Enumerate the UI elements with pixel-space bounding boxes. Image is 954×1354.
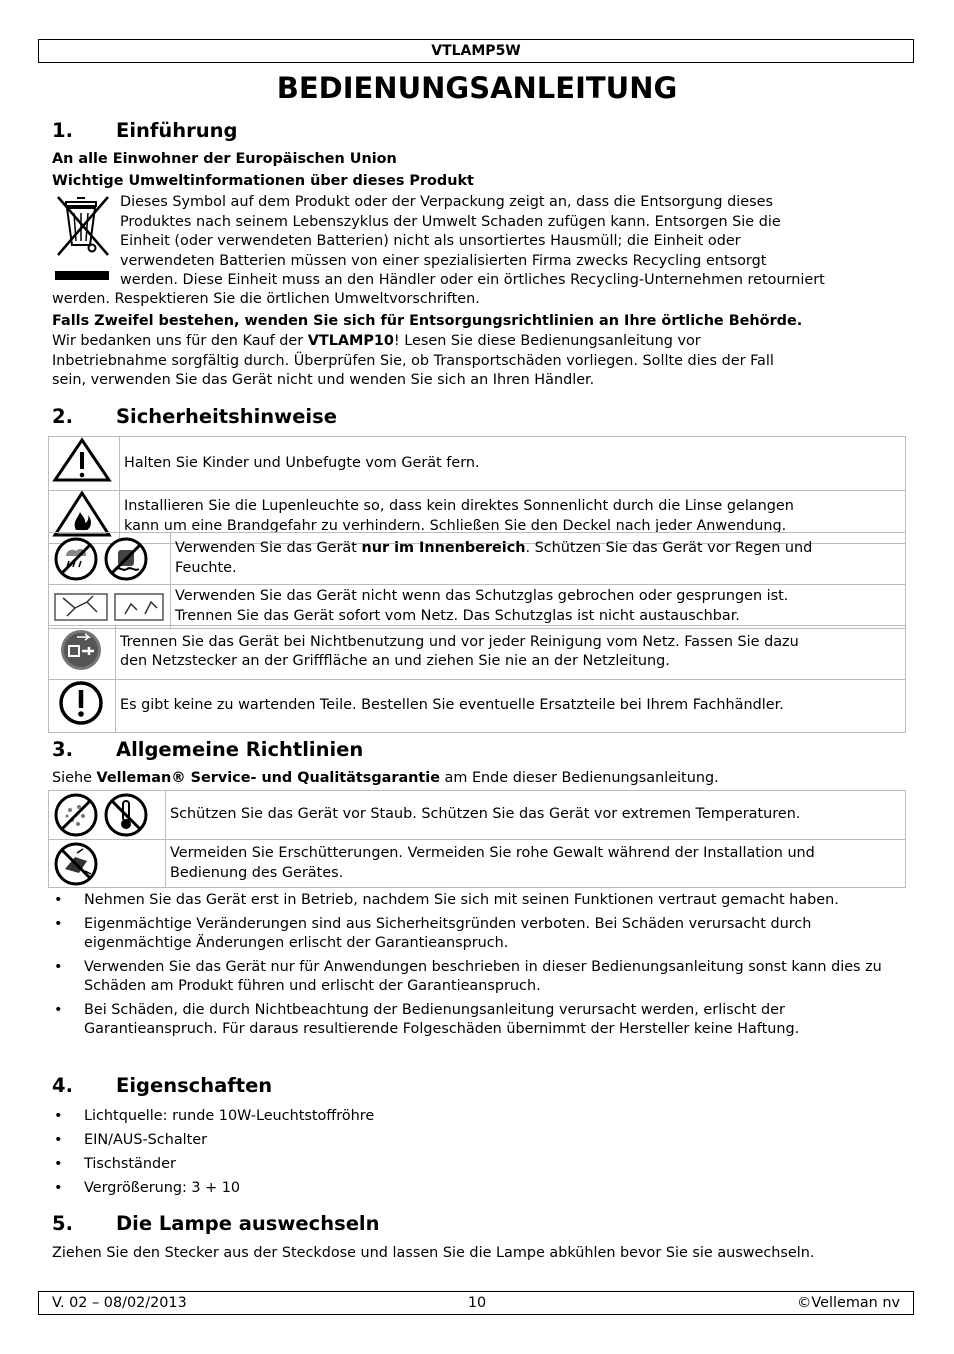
guidelines-table bbox=[48, 790, 906, 888]
list-item: • Tischständer bbox=[52, 1155, 912, 1175]
list-item: • EIN/AUS-Schalter bbox=[52, 1131, 912, 1151]
page-title: BEDIENUNGSANLEITUNG bbox=[276, 71, 678, 105]
guideline-text: Schützen Sie das Gerät vor Staub. Schützen Sie das Gerät vor extremen Temperaturen. bbox=[166, 791, 906, 840]
section-4-heading bbox=[52, 1074, 272, 1098]
text-line: Trennen Sie das Gerät sofort vom Netz. Das Schutzglas ist nicht austauschbar. bbox=[175, 607, 740, 624]
text-bold: Velleman® Service- und Qualitätsgarantie bbox=[96, 770, 440, 786]
section-5-heading bbox=[52, 1212, 380, 1236]
no-moisture-icon bbox=[103, 536, 149, 582]
icon-cell bbox=[49, 585, 171, 629]
text-line: Installieren Sie die Lupenleuchte so, dass kein direktes Sonnenlicht durch die Linse gelangen bbox=[124, 498, 794, 515]
model-name: VTLAMP10 bbox=[307, 333, 394, 349]
section-3-heading bbox=[52, 738, 363, 762]
page-footer bbox=[38, 1291, 914, 1315]
safety-text: Halten Sie Kinder und Unbefugte vom Gerät fern. bbox=[120, 437, 906, 491]
exclamation-icon bbox=[49, 680, 113, 726]
s1-bold-line: Falls Zweifel bestehen, wenden Sie sich für Entsorgungsrichtlinien an Ihre örtliche Behörde. bbox=[52, 313, 803, 329]
text-bold: nur im Innenbereich bbox=[361, 540, 526, 556]
s1-line6: werden. Respektieren Sie die örtlichen Umweltvorschriften. bbox=[52, 291, 480, 307]
section-number: 2. bbox=[52, 405, 73, 428]
text-line: Trennen Sie das Gerät bei Nichtbenutzung und vor jeder Reinigung vom Netz. Fassen Sie dazu bbox=[120, 633, 799, 650]
text-line: Produktes nach seinem Lebenszyklus der Umwelt Schaden zufügen kann. Entsorgen Sie die bbox=[120, 213, 781, 230]
safety-text: Es gibt keine zu wartenden Teile. Bestellen Sie eventuelle Ersatzteile bei Ihrem Fachhändler. bbox=[116, 679, 906, 733]
list-item: • Vergrößerung: 3 + 10 bbox=[52, 1179, 912, 1199]
text-line: den Netzstecker an der Grifffläche an und ziehen Sie nie an der Netzleitung. bbox=[120, 653, 670, 670]
section-title: Eigenschaften bbox=[116, 1074, 273, 1097]
section-title: Sicherheitshinweise bbox=[116, 405, 337, 428]
text: am Ende dieser Bedienungsanleitung. bbox=[439, 770, 719, 786]
list-item: • Eigenmächtige Veränderungen sind aus Sicherheitsgründen verboten. Bei Schäden verursacht durch eigenmächtige Änderungen erlischt der Garantieanspruch. bbox=[52, 915, 912, 954]
safety-text bbox=[116, 626, 906, 680]
section-title: Allgemeine Richtlinien bbox=[116, 738, 364, 761]
guideline-text bbox=[166, 840, 906, 888]
section-number: 3. bbox=[52, 738, 73, 761]
text-line: Verwenden Sie das Gerät nicht wenn das Schutzglas gebrochen oder gesprungen ist. bbox=[175, 588, 789, 604]
text-line: verwendeten Batterien müssen von einer spezialisierten Firma zwecks Recycling entsorgt bbox=[120, 252, 767, 269]
icon-group bbox=[49, 590, 170, 624]
footer-copyright: ©Velleman nv bbox=[797, 1295, 900, 1311]
list-item: • Nehmen Sie das Gerät erst in Betrieb, nachdem Sie sich mit seinen Funktionen vertraut gemacht haben. bbox=[52, 891, 912, 911]
text-line: Inbetriebnahme sorgfältig durch. Überprüfen Sie, ob Transportschäden vorliegen. Sollte dies der Fall bbox=[52, 352, 774, 369]
icon-cell bbox=[49, 533, 171, 585]
safety-table bbox=[48, 532, 906, 629]
section-number: 4. bbox=[52, 1074, 73, 1097]
guideline-row bbox=[49, 791, 906, 840]
section-number: 1. bbox=[52, 119, 73, 142]
text: . Schützen Sie das Gerät vor Regen und bbox=[525, 540, 813, 556]
safety-row bbox=[49, 585, 906, 629]
safety-row bbox=[49, 437, 906, 491]
footer-version: V. 02 – 08/02/2013 bbox=[52, 1295, 187, 1311]
s4-bullet-list bbox=[52, 1107, 912, 1203]
s1-thanks bbox=[52, 332, 912, 391]
s3-bullet-list bbox=[52, 891, 912, 1044]
list-item: • Verwenden Sie das Gerät nur für Anwendungen beschrieben in dieser Bedienungsanleitung sonst kann dies zu Schäden am Produkt führen und erlischt der Garantieanspruch. bbox=[52, 958, 912, 997]
safety-row bbox=[49, 533, 906, 585]
broken-glass-icon bbox=[53, 590, 109, 624]
s5-text: Ziehen Sie den Stecker aus der Steckdose und lassen Sie die Lampe abkühlen bevor Sie sie auswechseln. bbox=[52, 1245, 815, 1261]
icon-cell bbox=[49, 840, 166, 888]
text: ! Lesen Sie diese Bedienungsanleitung vor bbox=[393, 333, 701, 349]
warning-triangle-icon bbox=[49, 437, 115, 483]
icon-cell bbox=[49, 679, 116, 733]
safety-row bbox=[49, 679, 906, 733]
section-title: Einführung bbox=[116, 119, 238, 142]
s3-intro bbox=[52, 769, 912, 789]
no-dust-icon bbox=[53, 792, 99, 838]
fire-hazard-icon bbox=[49, 491, 115, 537]
text-line: Bedienung des Gerätes. bbox=[170, 864, 344, 881]
section-number: 5. bbox=[52, 1212, 73, 1235]
safety-table bbox=[48, 436, 906, 544]
icon-group bbox=[49, 792, 165, 838]
text: Siehe bbox=[52, 770, 97, 786]
text: Wir bedanken uns für den Kauf der bbox=[52, 333, 308, 349]
safety-text bbox=[171, 585, 906, 629]
safety-table bbox=[48, 625, 906, 733]
text-line: Einheit (oder verwendeten Batterien) nicht als unsortiertes Hausmüll; die Einheit oder bbox=[120, 233, 741, 249]
s1-sub2: Wichtige Umweltinformationen über dieses Produkt bbox=[52, 173, 474, 189]
text-line: werden. Diese Einheit muss an den Händler oder ein örtliches Recycling-Unternehmen retourniert bbox=[120, 272, 825, 288]
icon-cell bbox=[49, 791, 166, 840]
guideline-row bbox=[49, 840, 906, 888]
text-line: kann um eine Brandgefahr zu verhindern. Schließen Sie den Deckel nach jeder Anwendung. bbox=[124, 517, 787, 534]
unplug-icon bbox=[49, 626, 113, 672]
cracked-glass-icon bbox=[113, 590, 165, 624]
text-line: Feuchte. bbox=[175, 559, 237, 576]
icon-group bbox=[49, 841, 165, 887]
section-2-heading bbox=[52, 405, 337, 429]
icon-group bbox=[49, 536, 170, 582]
list-item: • Bei Schäden, die durch Nichtbeachtung der Bedienungsanleitung verursacht werden, erlischt der Garantieanspruch. Für daraus resultierende Folgeschäden übernimmt der Hersteller keine Haftung. bbox=[52, 1001, 912, 1040]
text-line: sein, verwenden Sie das Gerät nicht und wenden Sie sich an Ihren Händler. bbox=[52, 372, 595, 388]
weee-bin-icon bbox=[52, 193, 114, 287]
header-model: VTLAMP5W bbox=[38, 39, 914, 63]
icon-cell bbox=[49, 626, 116, 680]
no-rain-icon bbox=[53, 536, 99, 582]
safety-row bbox=[49, 626, 906, 680]
no-shock-icon bbox=[53, 841, 99, 887]
no-extreme-temperature-icon bbox=[103, 792, 149, 838]
text: Verwenden Sie das Gerät bbox=[175, 540, 362, 556]
section-title: Die Lampe auswechseln bbox=[116, 1212, 380, 1235]
icon-cell bbox=[49, 437, 120, 491]
s1-paragraph bbox=[120, 193, 910, 291]
footer-page-number: 10 bbox=[467, 1295, 487, 1311]
s1-sub1: An alle Einwohner der Europäischen Union bbox=[52, 151, 397, 167]
section-1-heading bbox=[52, 119, 237, 143]
text-line: Vermeiden Sie Erschütterungen. Vermeiden Sie rohe Gewalt während der Installation und bbox=[170, 845, 815, 861]
safety-text bbox=[171, 533, 906, 585]
list-item: • Lichtquelle: runde 10W-Leuchtstoffröhre bbox=[52, 1107, 912, 1127]
text-line: Dieses Symbol auf dem Produkt oder der Verpackung zeigt an, dass die Entsorgung dieses bbox=[120, 194, 773, 210]
